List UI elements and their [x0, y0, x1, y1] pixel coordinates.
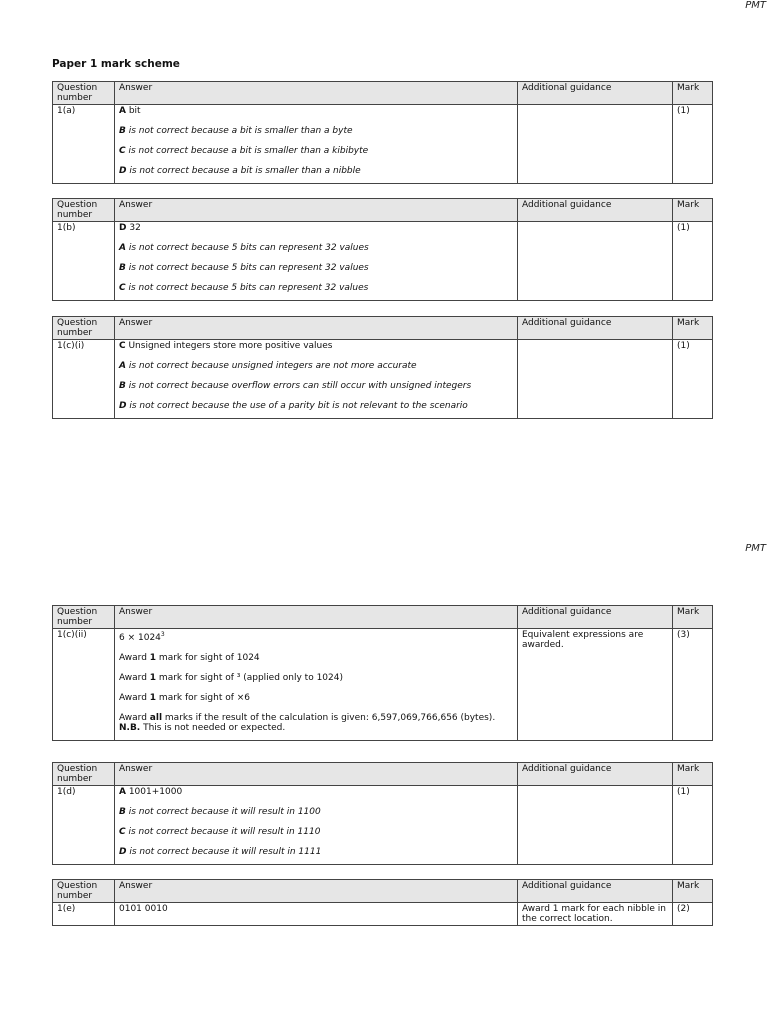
option-text: is not correct because a bit is smaller than a kibibyte — [125, 146, 369, 156]
table-header-row — [53, 763, 713, 786]
guidance-cell: Equivalent expressions are awarded. — [518, 629, 673, 741]
mark-cell: (2) — [673, 903, 713, 926]
option-text: is not correct because a bit is smaller than a nibble — [126, 166, 361, 176]
question-number: 1(d) — [53, 786, 115, 865]
award-pre: Award — [119, 653, 150, 663]
option-letter: C — [119, 146, 126, 156]
header-guidance: Additional guidance — [518, 763, 673, 786]
nb-label: N.B. — [119, 723, 141, 733]
option-letter: B — [119, 381, 126, 391]
option-letter: C — [119, 341, 126, 351]
award-line — [119, 653, 513, 663]
option-text: is not correct because it will result in 1111 — [126, 847, 322, 857]
award-pre: Award — [119, 673, 150, 683]
mark-cell: (3) — [673, 629, 713, 741]
pmt-label-mid: PMT — [745, 543, 766, 554]
question-number: 1(a) — [53, 105, 115, 184]
header-answer: Answer — [115, 82, 518, 105]
option-letter: D — [119, 166, 127, 176]
award-bold: all — [149, 713, 163, 723]
correct-answer-line — [119, 106, 513, 116]
correct-answer-line — [119, 787, 513, 797]
expression-exponent: 3 — [160, 631, 165, 638]
option-letter: B — [119, 807, 126, 817]
question-number: 1(c)(ii) — [53, 629, 115, 741]
rationale-line — [119, 401, 513, 411]
header-question-number: Question number — [53, 82, 115, 105]
mark-cell: (1) — [673, 105, 713, 184]
rationale-line — [119, 361, 513, 371]
option-text: is not correct because it will result in 1110 — [125, 827, 321, 837]
mark-table-1ci — [52, 316, 713, 419]
table-row — [53, 629, 713, 741]
guidance-cell — [518, 222, 673, 301]
header-mark: Mark — [673, 606, 713, 629]
header-guidance: Additional guidance — [518, 317, 673, 340]
mark-table-1e — [52, 879, 713, 926]
option-text: Unsigned integers store more positive values — [125, 341, 333, 351]
guidance-cell — [518, 786, 673, 865]
rationale-line — [119, 381, 513, 391]
header-question-number: Question number — [53, 763, 115, 786]
mark-table-1a — [52, 81, 713, 184]
rationale-line — [119, 126, 513, 136]
rationale-line — [119, 146, 513, 156]
award-post: mark for sight of 1024 — [156, 653, 260, 663]
award-post: mark for sight of ×6 — [156, 693, 251, 703]
answer-line: 0101 0010 — [119, 904, 168, 914]
award-post: mark for sight of ³ (applied only to 1024) — [156, 673, 343, 683]
table-row — [53, 903, 713, 926]
option-letter: B — [119, 263, 126, 273]
rationale-line — [119, 807, 513, 817]
header-mark: Mark — [673, 82, 713, 105]
table-row — [53, 786, 713, 865]
rationale-line — [119, 827, 513, 837]
table-header-row — [53, 199, 713, 222]
award-bold: 1 — [149, 693, 157, 703]
question-number: 1(c)(i) — [53, 340, 115, 419]
header-guidance: Additional guidance — [518, 606, 673, 629]
option-letter: A — [119, 787, 126, 797]
guidance-cell — [518, 105, 673, 184]
option-letter: B — [119, 126, 126, 136]
correct-answer-line — [119, 341, 513, 351]
option-text: 1001+1000 — [125, 787, 183, 797]
mark-cell: (1) — [673, 340, 713, 419]
answer-cell — [115, 105, 518, 184]
correct-answer-line — [119, 223, 513, 233]
header-answer: Answer — [115, 317, 518, 340]
header-mark: Mark — [673, 763, 713, 786]
award-pre: Award — [119, 713, 150, 723]
rationale-line — [119, 283, 513, 293]
header-guidance: Additional guidance — [518, 82, 673, 105]
answer-cell — [115, 903, 518, 926]
pmt-label-top: PMT — [745, 0, 766, 11]
option-text: is not correct because 5 bits can represent 32 values — [125, 243, 369, 253]
rationale-line — [119, 166, 513, 176]
option-letter: D — [119, 223, 127, 233]
option-text: is not correct because 5 bits can represent 32 values — [125, 283, 369, 293]
header-answer: Answer — [115, 763, 518, 786]
award-pre: Award — [119, 693, 150, 703]
answer-cell — [115, 629, 518, 741]
option-text: is not correct because 5 bits can represent 32 values — [125, 263, 369, 273]
rationale-line — [119, 263, 513, 273]
header-answer: Answer — [115, 606, 518, 629]
table-header-row — [53, 880, 713, 903]
rationale-line — [119, 847, 513, 857]
option-letter: A — [119, 243, 126, 253]
award-line — [119, 713, 513, 723]
award-bold: 1 — [149, 653, 157, 663]
option-text: is not correct because it will result in 1100 — [125, 807, 321, 817]
table-row — [53, 222, 713, 301]
answer-cell — [115, 222, 518, 301]
expression-base: 6 × 1024 — [119, 633, 161, 643]
option-text: 32 — [126, 223, 141, 233]
header-guidance: Additional guidance — [518, 199, 673, 222]
option-letter: D — [119, 401, 127, 411]
guidance-cell — [518, 340, 673, 419]
header-answer: Answer — [115, 199, 518, 222]
header-mark: Mark — [673, 880, 713, 903]
award-line — [119, 673, 513, 683]
award-post: marks if the result of the calculation is given: 6,597,069,766,656 (bytes). — [162, 713, 496, 723]
mark-table-1b — [52, 198, 713, 301]
question-number: 1(b) — [53, 222, 115, 301]
mark-cell: (1) — [673, 222, 713, 301]
answer-cell — [115, 340, 518, 419]
table-row — [53, 340, 713, 419]
header-answer: Answer — [115, 880, 518, 903]
header-mark: Mark — [673, 317, 713, 340]
option-letter: C — [119, 827, 126, 837]
guidance-cell: Award 1 mark for each nibble in the correct location. — [518, 903, 673, 926]
header-question-number: Question number — [53, 199, 115, 222]
mark-table-1d — [52, 762, 713, 865]
header-question-number: Question number — [53, 880, 115, 903]
option-text: is not correct because the use of a parity bit is not relevant to the scenario — [126, 401, 468, 411]
option-letter: C — [119, 283, 126, 293]
expression-line — [119, 630, 513, 643]
option-letter: A — [119, 361, 126, 371]
question-number: 1(e) — [53, 903, 115, 926]
mark-cell: (1) — [673, 786, 713, 865]
option-text: bit — [125, 106, 141, 116]
table-header-row — [53, 82, 713, 105]
table-header-row — [53, 606, 713, 629]
table-row — [53, 105, 713, 184]
award-line — [119, 693, 513, 703]
header-mark: Mark — [673, 199, 713, 222]
option-text: is not correct because unsigned integers are not more accurate — [125, 361, 417, 371]
award-bold: 1 — [149, 673, 157, 683]
answer-cell — [115, 786, 518, 865]
page-title: Paper 1 mark scheme — [52, 58, 180, 70]
nb-text: This is not needed or expected. — [140, 723, 286, 733]
option-letter: D — [119, 847, 127, 857]
option-letter: A — [119, 106, 126, 116]
option-text: is not correct because a bit is smaller than a byte — [125, 126, 353, 136]
table-header-row — [53, 317, 713, 340]
header-question-number: Question number — [53, 317, 115, 340]
nb-line — [119, 723, 513, 733]
header-question-number: Question number — [53, 606, 115, 629]
header-guidance: Additional guidance — [518, 880, 673, 903]
option-text: is not correct because overflow errors can still occur with unsigned integers — [125, 381, 472, 391]
rationale-line — [119, 243, 513, 253]
mark-table-1cii — [52, 605, 713, 741]
